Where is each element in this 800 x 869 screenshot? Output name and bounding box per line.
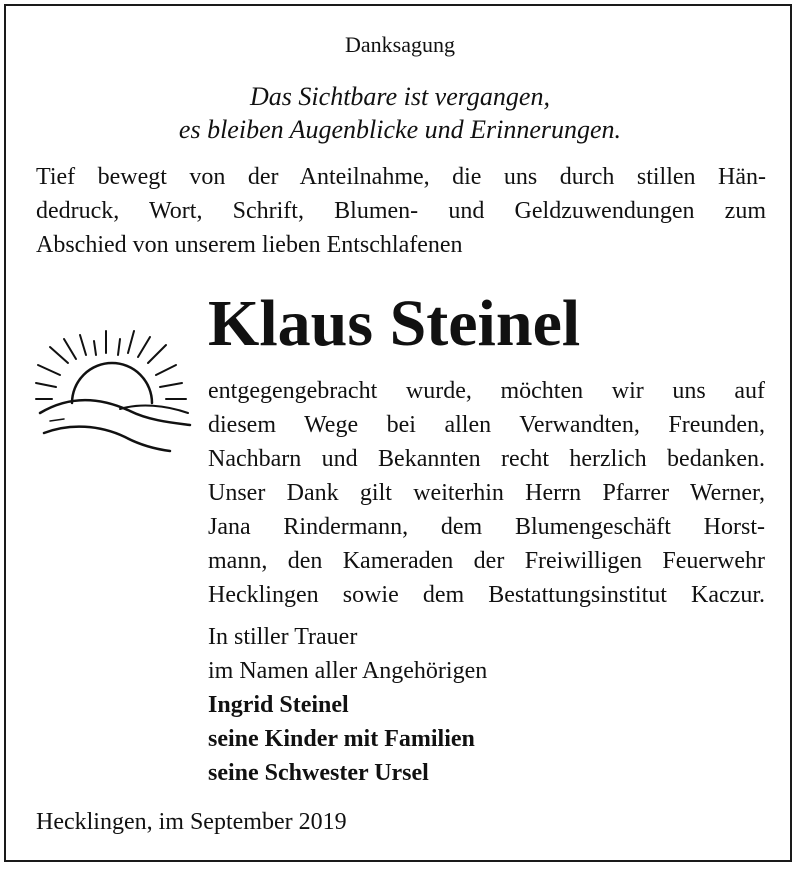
intro-line: Abschied von unserem lieben Entschlafenen (36, 232, 463, 258)
body-line: Nachbarn und Bekannten recht herzlich bedanken. (208, 446, 765, 472)
quote-line: es bleiben Augenblicke und Erinnerungen. (178, 115, 622, 144)
body-line: entgegengebracht wurde, möchten wir uns auf (208, 378, 765, 404)
signatory-name: Ingrid Steinel (208, 692, 349, 718)
body-line: mann, den Kameraden der Freiwilligen Feuerwehr (208, 548, 765, 574)
quote-line: Das Sichtbare ist vergangen, (250, 82, 550, 111)
closing-line: In stiller Trauer (208, 624, 358, 650)
intro-paragraph (36, 160, 766, 262)
sunset-over-hills-icon (30, 325, 195, 460)
signatory-name: seine Schwester Ursel (208, 760, 429, 786)
body-line: Jana Rindermann, dem Blumengeschäft Horst- (208, 514, 765, 540)
body-line: diesem Wege bei allen Verwandten, Freunden, (208, 412, 765, 438)
memorial-quote (0, 80, 800, 146)
intro-line: Tief bewegt von der Anteilnahme, die uns durch stillen Hän- (36, 164, 766, 190)
place-date: Hecklingen, im September 2019 (36, 809, 347, 835)
deceased-name: Klaus Steinel (208, 287, 581, 360)
intro-line: dedruck, Wort, Schrift, Blumen- und Geldzuwendungen zum (36, 198, 766, 224)
closing-block (208, 620, 487, 790)
thanks-paragraph (208, 374, 765, 612)
body-line: Hecklingen sowie dem Bestattungsinstitut Kaczur. (208, 582, 765, 608)
closing-line: im Namen aller Angehörigen (208, 658, 488, 684)
body-line: Unser Dank gilt weiterhin Herrn Pfarrer Werner, (208, 480, 765, 506)
signatory-name: seine Kinder mit Familien (208, 726, 475, 752)
notice-heading: Danksagung (345, 32, 455, 57)
